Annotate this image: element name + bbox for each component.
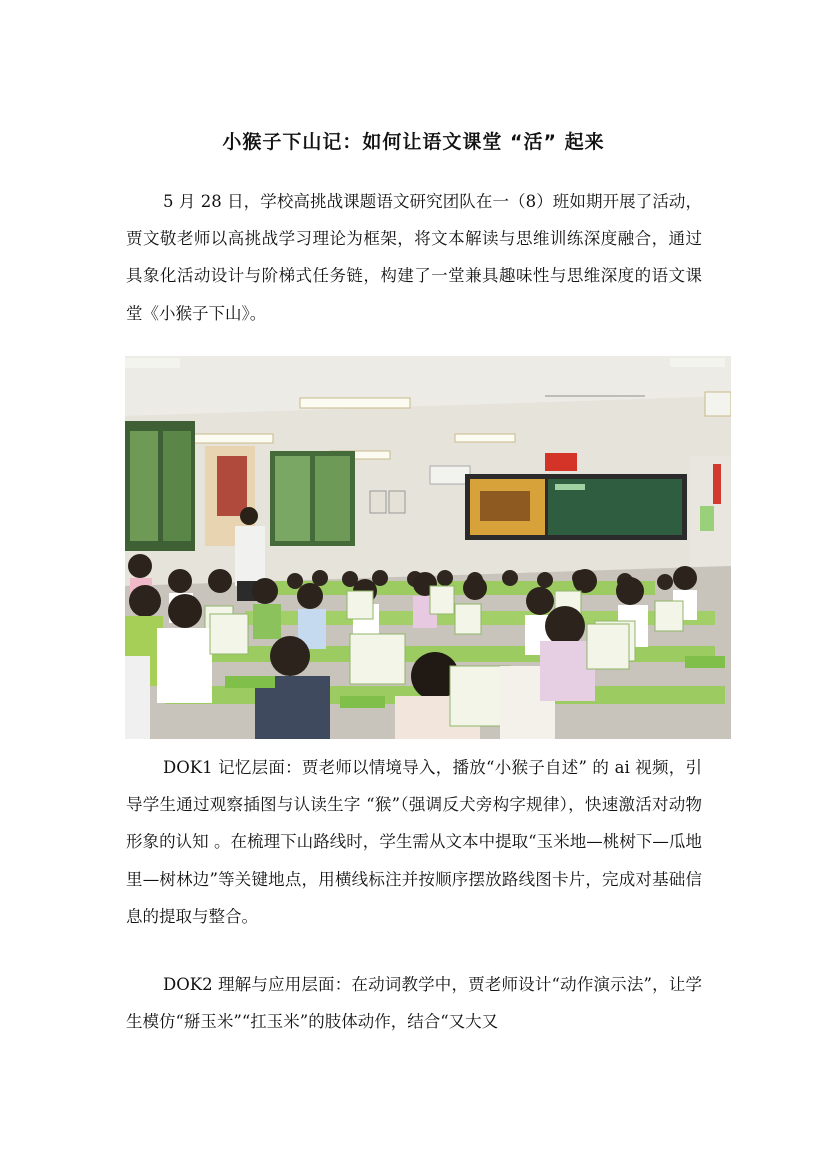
paragraph-dok1: DOK1 记忆层面：贾老师以情境导入，播放“小猴子自述” 的 ai 视频，引导学生通过观察插图与认读生字 “猴”（强调反犬旁构字规律），快速激活对动物形象的认知 。在梳理下山路线时，学生需从文本中提取“玉米地—桃树下—瓜地里—树林边”等关键地点，用横线标注并按顺序摆放路线图卡片，完成对基础信息的提取与整合。 [126, 758, 702, 926]
classroom-photo [125, 356, 731, 739]
paragraph-dok2: DOK2 理解与应用层面：在动词教学中，贾老师设计“动作演示法”，让学生模仿“掰玉米”“扛玉米”的肢体动作，结合“又大又 [126, 975, 702, 1032]
classroom-photo-illustration [125, 356, 731, 739]
article-title: 小猴子下山记：如何让语文课堂 “活” 起来 [222, 131, 605, 153]
paragraph-intro: 5 月 28 日，学校高挑战课题语文研究团队在一（8）班如期开展了活动，贾文敬老师以高挑战学习理论为框架，将文本解读与思维训练深度融合，通过具象化活动设计与阶梯式任务链，构建了一堂兼具趣味性与思维深度的语文课堂《小猴子下山》。 [126, 192, 702, 323]
